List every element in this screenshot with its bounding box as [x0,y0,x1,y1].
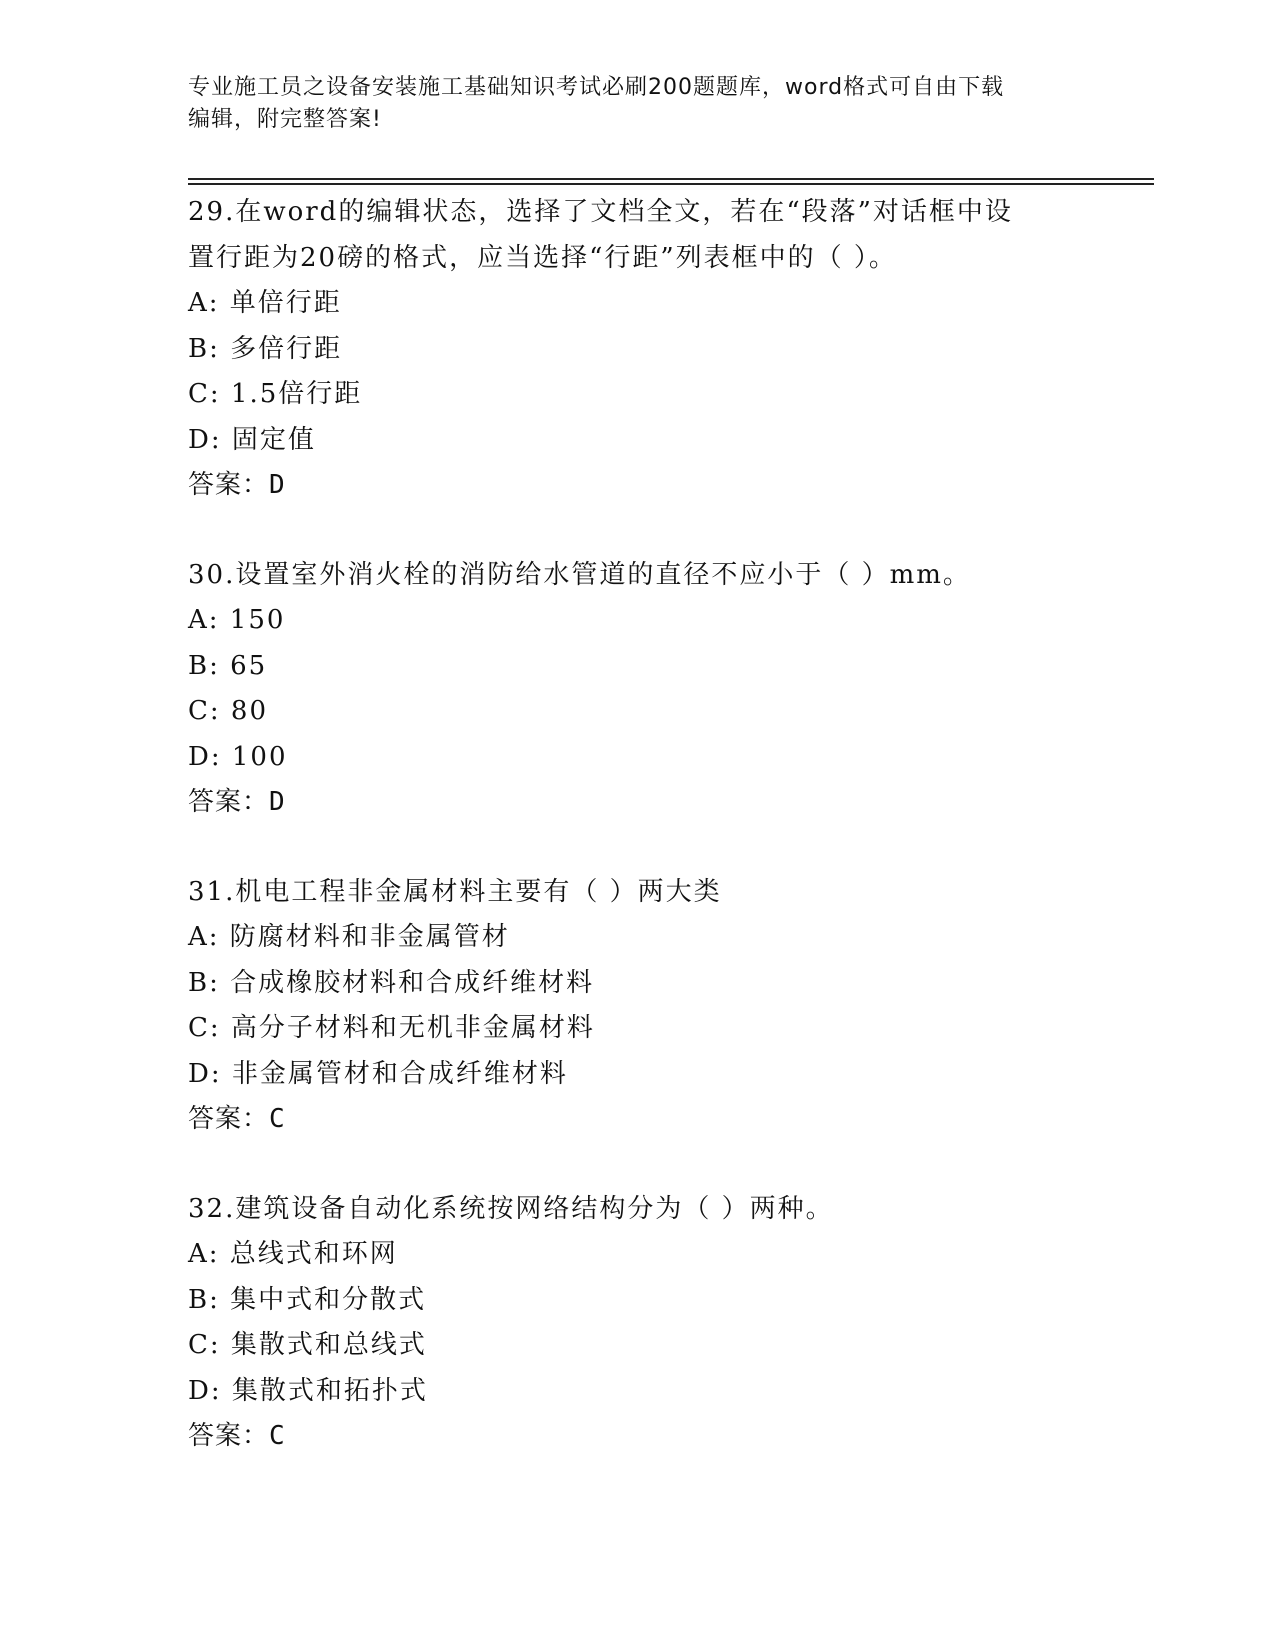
question-stem-line: 置行距为20磅的格式，应当选择“行距”列表框中的（ ）。 [188,242,897,273]
option-a: A: 单倍行距 [188,288,342,318]
question-stem-line: 31.机电工程非金属材料主要有（ ）两大类 [188,876,722,907]
option-a: A: 150 [188,605,286,635]
question-list [188,190,1148,1504]
option-c: C: 高分子材料和无机非金属材料 [188,1013,595,1043]
question-stem-line: 32.建筑设备自动化系统按网络结构分为（ ）两种。 [188,1193,834,1224]
option-d: D: 非金属管材和合成纤维材料 [188,1058,568,1089]
header-title-line-1: 专业施工员之设备安装施工基础知识考试必刷200题题库，word格式可自由下载 [188,75,1005,100]
option-d: D: 集散式和拓扑式 [188,1375,428,1406]
question-stem-line: 30.设置室外消火栓的消防给水管道的直径不应小于（ ）mm。 [188,559,971,590]
option-b: B: 65 [188,650,268,681]
question-30 [188,553,1148,826]
option-b: B: 合成橡胶材料和合成纤维材料 [188,967,595,998]
question-32 [188,1187,1148,1460]
answer-label: 答案： [188,1421,270,1451]
header-divider-top [188,178,1154,180]
header-title-line-2: 编辑，附完整答案! [188,107,382,132]
answer-line [188,780,1148,826]
document-header [188,72,1088,136]
header-divider-bottom [188,183,1154,185]
option-c: C: 1.5倍行距 [188,379,363,409]
answer-value: C [269,1104,286,1134]
answer-line [188,1097,1148,1143]
option-c: C: 80 [188,696,269,726]
option-a: A: 防腐材料和非金属管材 [188,922,510,952]
answer-line [188,463,1148,509]
option-d: D: 固定值 [188,424,316,455]
answer-value: C [269,1421,286,1451]
option-a: A: 总线式和环网 [188,1239,398,1269]
answer-value: D [269,787,286,817]
answer-label: 答案： [188,470,270,500]
option-b: B: 多倍行距 [188,333,343,364]
answer-label: 答案： [188,787,270,817]
option-d: D: 100 [188,741,288,772]
answer-line [188,1414,1148,1460]
answer-label: 答案： [188,1104,270,1134]
option-c: C: 集散式和总线式 [188,1330,427,1360]
option-b: B: 集中式和分散式 [188,1284,427,1315]
question-stem-line: 29.在word的编辑状态，选择了文档全文，若在“段落”对话框中设 [188,197,1013,227]
question-29 [188,190,1148,509]
answer-value: D [269,470,286,500]
question-31 [188,870,1148,1143]
